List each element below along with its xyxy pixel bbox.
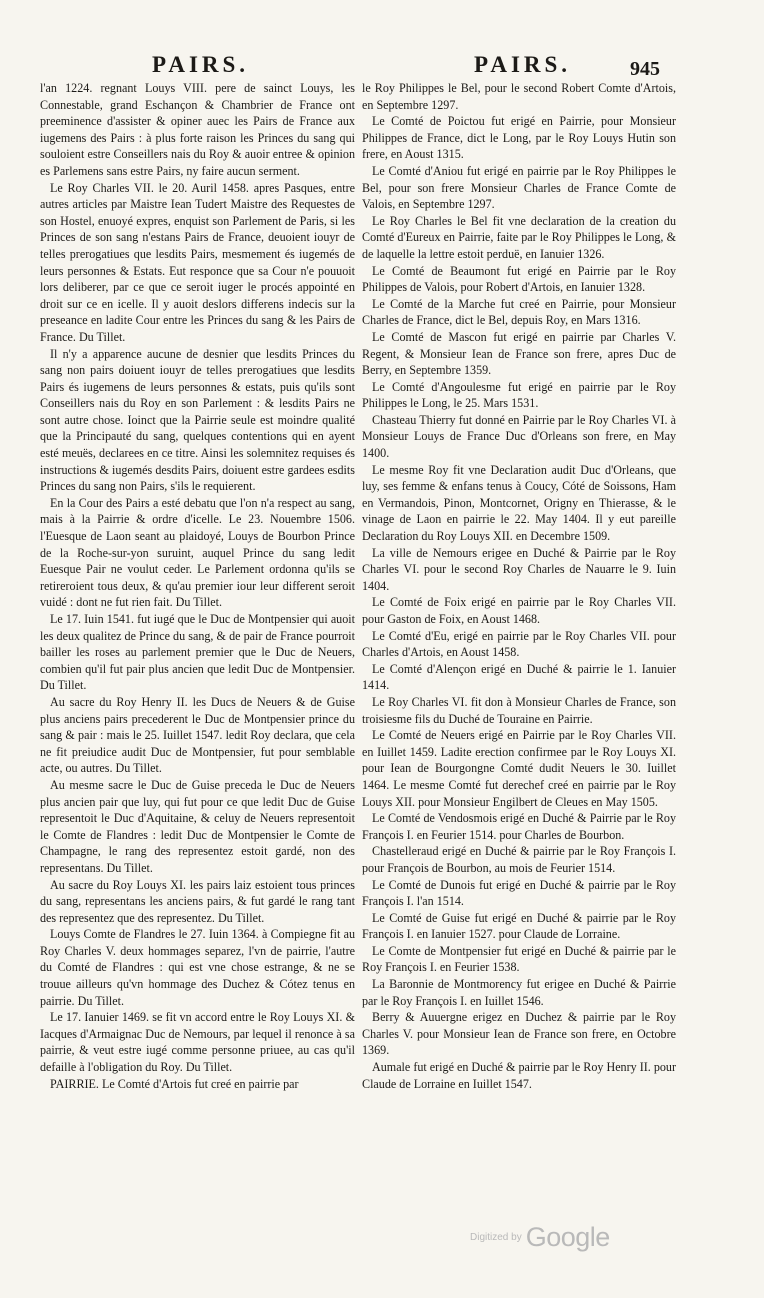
paragraph: Il n'y a apparence aucune de desnier que lesdits Princes du sang non pairs doiuent iouyr de telles prerogatiues que lesdits Pairs és iugemens de leurs personnes & estats, puis qu'ils sont Conseillers nais du Roy en son Parlement : & lesdits Pairs ne sont autre chose. Ioinct que la Pairrie seule est moindre qualité que la Principauté du sang, quelques contentions qui en ayent esté meuës, declarees en ce titre. Ainsi les solemnitez requises és instructions & iugemés desdits Pairs, doiuent estre gardees esdits Princes du sang non Pairs, s'ils le requierent. [40, 346, 355, 494]
paragraph: Le Comté de Guise fut erigé en Duché & pairrie par le Roy François I. en Ianuier 1527. pour Claude de Lorraine. [362, 910, 676, 942]
paragraph: Le mesme Roy fit vne Declaration audit Duc d'Orleans, que luy, ses femme & enfans tenus à Coucy, Cóté de Soissons, Ham en Vermandois, Pinon, Montcornet, Origny en Thierasse, & le vinage de Laon en pairrie le 22. May 1404. Il y eut pareille Declaration du Roy Louys XII. en Decembre 1509. [362, 462, 676, 544]
google-logo: Google [525, 1222, 610, 1252]
paragraph: l'an 1224. regnant Louys VIII. pere de sainct Louys, les Connestable, grand Eschançon & Chambrier de France ont preeminence d'assister & opiner auec les Pairs de France aux iugemens des Pairs : à plus forte raison les Princes du sang qui souloient estre Conseillers nais du Roy & auoir entree & opinion es Parlemens sans estre Pairs, ny faire aucun serment. [40, 81, 355, 178]
page-number: 945 [630, 58, 660, 80]
paragraph: PAIRRIE. Le Comté d'Artois fut creé en pairrie par [50, 1076, 299, 1091]
paragraph: Le Comté de Poictou fut erigé en Pairrie, pour Monsieur Philippes de France, dict le Long, par le Roy Louys Hutin son frere, en Aoust 1315. [362, 114, 676, 162]
paragraph: Le Comté d'Eu, erigé en pairrie par le Roy Charles VII. pour Charles d'Artois, en Aoust 1458. [362, 628, 676, 660]
paragraph: Le Comté d'Aniou fut erigé en pairrie par le Roy Philippes le Bel, pour son frere Monsieur Charles de France Comte de Valois, en Septembre 1297. [362, 163, 676, 212]
paragraph: La ville de Nemours erigee en Duché & Pairrie par le Roy Charles VI. pour le second Roy Charles de Nauarre le 9. Iuin 1404. [362, 545, 676, 593]
paragraph: Au sacre du Roy Henry II. les Ducs de Neuers & de Guise plus anciens pairs precederent le Duc de Montpensier prince du sang & pair : mais le 25. Iuillet 1547. ledit Roy declara, que cela ne fit preiudice audit Duc de Montpensier, fut pour semblable acte, ou autres. Du Tillet. [40, 694, 355, 776]
paragraph: Le 17. Iuin 1541. fut iugé que le Duc de Montpensier qui auoit les deux qualitez de Prince du sang, & de pair de France pourroit bailler les roses au parlement premier que le Duc de Neuers, combien qu'il fut pair plus ancien que ledit Duc de Montpensier. Du Tillet. [40, 612, 355, 693]
paragraph: Chasteau Thierry fut donné en Pairrie par le Roy Charles VI. à Monsieur Louys de France Duc d'Orleans son frere, en May 1400. [362, 412, 676, 461]
paragraph: Le Comté de Neuers erigé en Pairrie par le Roy Charles VII. en Iuillet 1459. Ladite erection confirmee par le Roy Louys XI. pour Iean de Bourgongne Comté dudit Neuers le 30. Iuillet 1464. Le mesme Comté fut derechef creé en pairrie par le Roy Louys XII. pour Monsieur Engilbert de Cleues en May 1505. [362, 728, 676, 809]
paragraph: Le Roy Charles le Bel fit vne declaration de la creation du Comté d'Eureux en Pairrie, faite par le Roy Philippes le Long, & de laquelle la lettre estoit perduë, en Ianuier 1326. [362, 213, 676, 261]
paragraph: Le Roy Charles VII. le 20. Auril 1458. apres Pasques, entre autres articles par Maistre Iean Tudert Maistre des Requestes de son Hostel, enuoyé expres, enquist son Parlement de Paris, si les Princes de son sang n'estans Pairs de France, deuoient iouyr de telles prerogatiues que lesdits Pairs, mesmement és iugemés de leurs personnes & Estats. Eut responce que sa Cour n'e pouuoit lors deliberer, par ce que ce seroit iuger le procés appointé en droit sur ce en icelle. Il y auoit deslors differens indecis sur la preseance en ladite Cour entre les Princes du sang & les Pairs de France. Du Tillet. [40, 180, 355, 344]
paragraph: Au mesme sacre le Duc de Guise preceda le Duc de Neuers plus ancien pair que luy, qui fut pour ce que ledit Duc de Guise representoit le Duc d'Aquitaine, & celuy de Neuers representoit le Comte de Flandres : ledit Duc de Montpensier le Comte de Champagne, le rang des representez estoit gardé, non des representans. Du Tillet. [40, 777, 355, 875]
paragraph: Au sacre du Roy Louys XI. les pairs laiz estoient tous princes du sang, representans les anciens pairs, & fut gardé le rang tant des representez que des representez. Du Tillet. [40, 877, 355, 925]
paragraph: Le 17. Ianuier 1469. se fit vn accord entre le Roy Louys XI. & Iacques d'Armaignac Duc de Nemours, par lequel il renonce à sa pairrie, & veut estre iugé comme personne priuee, au cas qu'il defaille à l'obligation du Roy. Du Tillet. [40, 1010, 355, 1075]
paragraph: Chastelleraud erigé en Duché & pairrie par le Roy François I. pour François de Bourbon, au mois de Feurier 1514. [362, 844, 676, 875]
left-text-column [40, 80, 355, 1092]
paragraph: En la Cour des Pairs a esté debatu que l'on n'a respect au sang, mais à la Pairrie & ordre d'icelle. Le 23. Nouembre 1506. l'Euesque de Laon seant au plaidoyé, Louys de Bourbon Prince de la Roche-sur-yon suruint, auquel Prince du sang ledit Euesque Pair ne voulut ceder. Le Parlement ordonna qu'ils se retireroient tous deux, & qu'au premier iour leur different seroit vuidé : dont ne fut rien fait. Du Tillet. [40, 495, 355, 610]
right-running-header: PAIRS. [474, 52, 572, 77]
paragraph: Aumale fut erigé en Duché & pairrie par le Roy Henry II. pour Claude de Lorraine en Iuillet 1547. [362, 1060, 676, 1091]
paragraph: Le Comté de Beaumont fut erigé en Pairrie par le Roy Philippes de Valois, pour Robert d'Artois, en Ianuier 1328. [362, 263, 676, 295]
left-running-header: PAIRS. [152, 52, 250, 77]
paragraph: Berry & Auuergne erigez en Duchez & pairrie par le Roy Charles V. pour Monsieur Iean de France son frere, en Octobre 1369. [362, 1010, 676, 1058]
paragraph: Le Comté de Mascon fut erigé en pairrie par Charles V. Regent, & Monsieur Iean de France son frere, apres Duc de Berry, en Septembre 1359. [362, 329, 676, 378]
paragraph: Le Comté de Vendosmois erigé en Duché & Pairrie par le Roy François I. en Feurier 1514. pour Charles de Bourbon. [362, 811, 676, 842]
digitized-by-label: Digitized by [470, 1232, 522, 1243]
google-watermark [470, 1222, 610, 1253]
paragraph: Le Comté de la Marche fut creé en Pairrie, pour Monsieur Charles de France, dict le Bel, depuis Roy, en Mars 1316. [362, 296, 676, 328]
paragraph: La Baronnie de Montmorency fut erigee en Duché & Pairrie par le Roy François I. en Iuillet 1546. [362, 977, 676, 1008]
paragraph: Le Roy Charles VI. fit don à Monsieur Charles de France, son troisiesme fils du Duché de Touraine en Pairrie. [362, 694, 676, 726]
paragraph: Le Comte de Montpensier fut erigé en Duché & pairrie par le Roy François I. en Feurier 1538. [362, 943, 676, 975]
paragraph: Le Comté de Foix erigé en pairrie par le Roy Charles VII. pour Gaston de Foix, en Aoust 1468. [362, 595, 676, 626]
paragraph: Le Comté d'Alençon erigé en Duché & pairrie le 1. Ianuier 1414. [362, 661, 676, 693]
paragraph: Le Comté d'Angoulesme fut erigé en pairrie par le Roy Philippes le Long, le 25. Mars 1531. [362, 379, 676, 411]
paragraph: Louys Comte de Flandres le 27. Iuin 1364. à Compiegne fit au Roy Charles V. deux hommages separez, l'vn de pairrie, l'autre du Comté de Flandres : qui est vne chose estrange, & ne se trouue ailleurs qu'vn hommage des Duchez & Cótez tenus en pairrie. Du Tillet. [40, 927, 355, 1008]
paragraph: Le Comté de Dunois fut erigé en Duché & pairrie par le Roy François I. l'an 1514. [362, 877, 676, 909]
right-text-column [362, 80, 676, 1092]
paragraph: le Roy Philippes le Bel, pour le second Robert Comte d'Artois, en Septembre 1297. [362, 81, 676, 112]
